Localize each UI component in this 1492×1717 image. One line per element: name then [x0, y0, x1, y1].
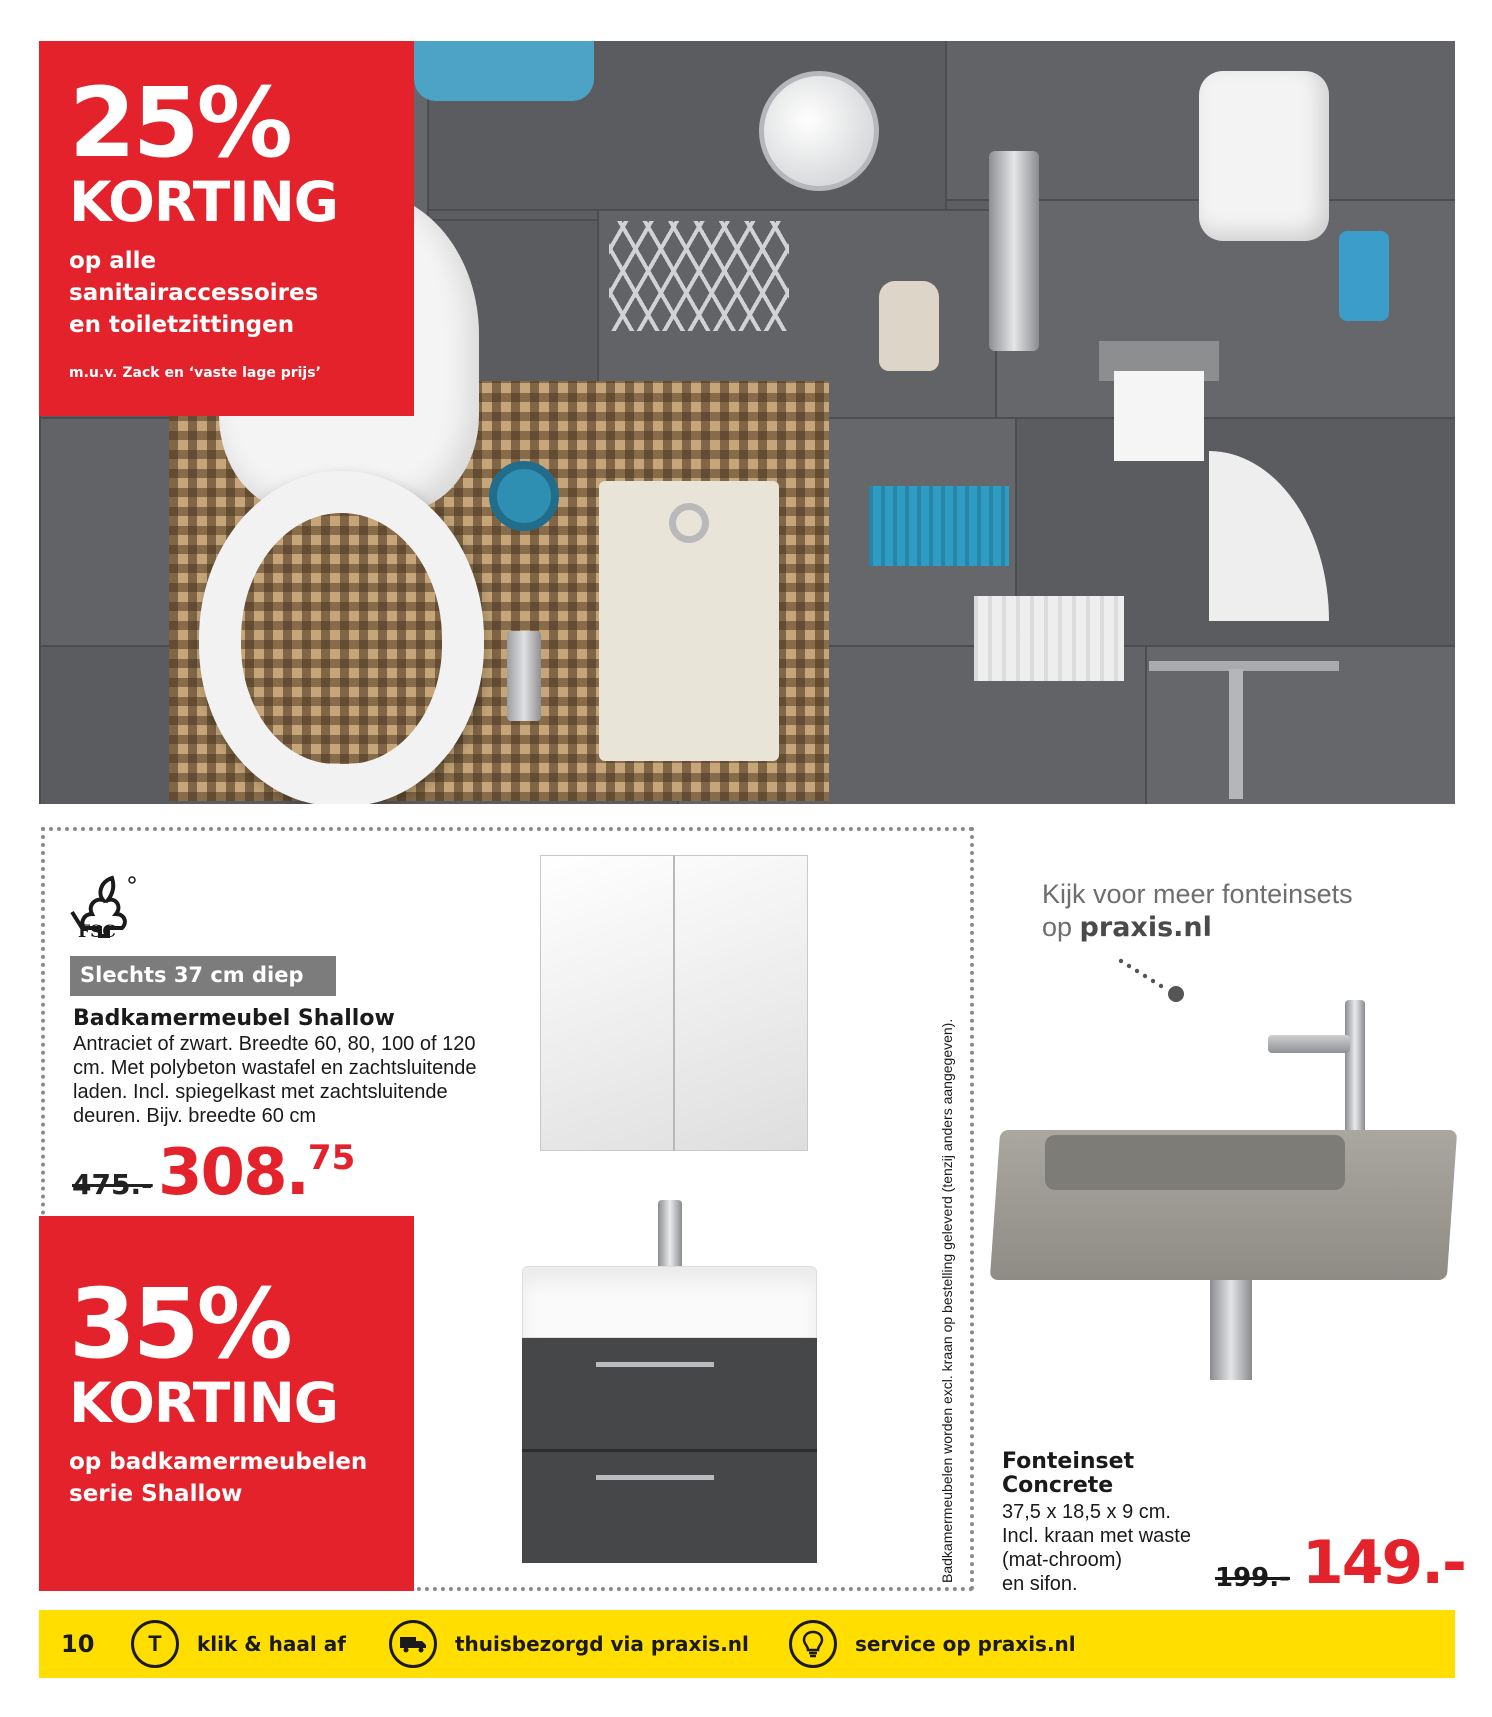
fsc-label: FSC	[78, 922, 116, 942]
promo-sub-line: sanitairaccessoires	[69, 280, 319, 306]
extendable-towel-rack	[609, 221, 789, 331]
old-price: 475.-	[72, 1168, 153, 1201]
shower-squeegee-blade	[1149, 661, 1339, 671]
drawer-divider	[522, 1449, 817, 1452]
lightbulb-shape	[802, 1630, 824, 1658]
promo-subtitle	[69, 245, 414, 341]
more-fountain-sets-note	[1042, 878, 1353, 944]
kijk-line	[1042, 911, 1353, 944]
delivery-note: Badkamermeubelen worden excl. kraan op bestelling geleverd (tenzij anders aangegeven).	[939, 1018, 955, 1583]
promo-subtitle	[69, 1446, 414, 1510]
fountain-desc-line: 37,5 x 18,5 x 9 cm.	[1002, 1501, 1171, 1523]
toilet-seat-ring	[199, 471, 484, 804]
fountain-title-line: Fonteinset	[1002, 1449, 1135, 1474]
depth-tag: Slechts 37 cm diep	[70, 956, 336, 996]
fountain-tap	[1345, 1000, 1365, 1140]
fountain-desc-line: Incl. kraan met waste	[1002, 1525, 1191, 1547]
price-main: 308.	[158, 1136, 308, 1210]
truck-shape	[399, 1635, 427, 1653]
promo-35-korting	[39, 1216, 414, 1591]
page-number: 10	[61, 1630, 95, 1658]
blue-soap-dispenser	[1339, 231, 1389, 321]
steel-soap-dispenser	[507, 631, 541, 721]
fountain-description	[1002, 1500, 1232, 1596]
fountain-tap-spout	[1268, 1035, 1350, 1053]
praxis-link[interactable]: praxis.nl	[1079, 912, 1212, 943]
promo-sub-line: serie Shallow	[69, 1481, 243, 1507]
beige-soap-dispenser	[879, 281, 939, 371]
kijk-line: Kijk voor meer fonteinsets	[1042, 879, 1353, 909]
pedal-bin	[1199, 71, 1329, 241]
fountain-desc-line: en sifon.	[1002, 1573, 1078, 1595]
promo-25-korting	[39, 41, 414, 416]
curtain-grommet	[669, 503, 709, 543]
promo-percent: 35%	[69, 1268, 290, 1380]
footer-item-label: klik & haal af	[197, 1632, 346, 1656]
fountain-title	[1002, 1450, 1134, 1498]
footer-item-label: service op praxis.nl	[855, 1632, 1076, 1656]
dotted-pointer-icon	[1118, 958, 1188, 1008]
shower-squeegee-handle	[1229, 669, 1243, 799]
service-link[interactable]	[789, 1620, 1076, 1668]
click-collect-link[interactable]	[131, 1620, 346, 1668]
drawer-handle	[596, 1362, 714, 1367]
toilet-paper-roll	[1114, 371, 1204, 461]
vanity-faucet	[658, 1200, 682, 1270]
delivery-truck-icon	[389, 1620, 437, 1668]
kijk-prefix: op	[1042, 912, 1080, 942]
blue-cup	[489, 461, 559, 531]
promo-word: KORTING	[69, 1371, 338, 1435]
drawer-handle	[596, 1475, 714, 1480]
white-storage-basket	[974, 596, 1124, 681]
promo-sub-line: en toiletzittingen	[69, 312, 295, 338]
concrete-fountain-bowl	[1045, 1135, 1345, 1190]
blue-towel	[414, 41, 594, 101]
fountain-drain-pipe	[1210, 1280, 1252, 1380]
fountain-title-line: Concrete	[1002, 1473, 1114, 1498]
fountain-old-price: 199.-	[1215, 1563, 1290, 1593]
product-title: Badkamermeubel Shallow	[73, 1006, 395, 1031]
footer-item-label: thuisbezorgd via praxis.nl	[455, 1632, 749, 1656]
price-cents: 75	[307, 1138, 356, 1178]
promo-sub-line: op alle	[69, 248, 157, 274]
promo-word: KORTING	[69, 170, 338, 234]
mirror-cabinet-door-split	[673, 855, 675, 1151]
toilet-brush-holder	[989, 151, 1039, 351]
new-price	[158, 1136, 355, 1210]
blue-storage-basket	[869, 486, 1009, 566]
vanity-washbasin	[522, 1266, 817, 1338]
fountain-desc-line: (mat-chroom)	[1002, 1549, 1123, 1571]
promo-sub-line: op badkamermeubelen	[69, 1449, 368, 1475]
click-collect-icon: T	[131, 1620, 179, 1668]
make-up-mirror	[759, 71, 879, 191]
product-description: Antraciet of zwart. Breedte 60, 80, 100 of 120 cm. Met polybeton wastafel en zachtsluitende laden. Incl. spiegelkast met zachtsluitende deuren. Bijv. breedte 60 cm	[73, 1033, 477, 1127]
fountain-new-price: 149.-	[1302, 1528, 1465, 1598]
footer-bar	[39, 1610, 1455, 1678]
promo-exclusion-note: m.u.v. Zack en ‘vaste lage prijs’	[69, 365, 321, 381]
lightbulb-icon	[789, 1620, 837, 1668]
home-delivery-link[interactable]	[389, 1620, 749, 1668]
promo-percent: 25%	[69, 67, 290, 179]
